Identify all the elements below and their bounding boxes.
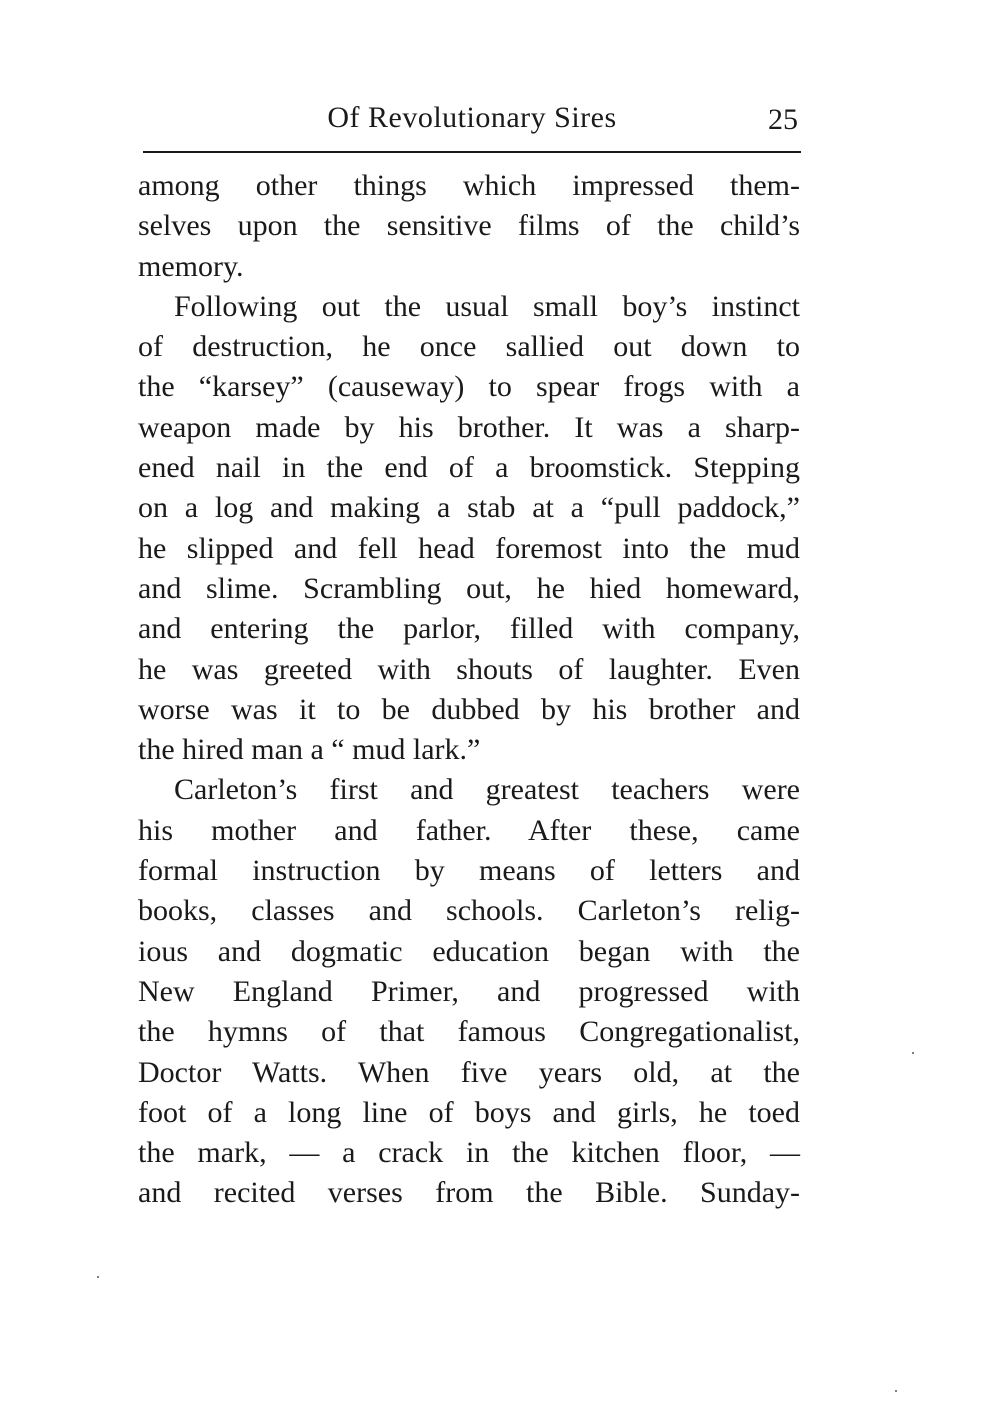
scan-speck bbox=[912, 1052, 914, 1054]
text-line: his mother and father. After these, came bbox=[138, 813, 800, 847]
paragraph bbox=[138, 166, 800, 287]
text-line: of destruction, he once sallied out down to bbox=[138, 330, 800, 364]
text-line: the mark, — a crack in the kitchen floor, — bbox=[138, 1136, 800, 1170]
scan-speck bbox=[97, 1276, 99, 1278]
paragraph bbox=[138, 770, 800, 1213]
body-text bbox=[138, 166, 800, 1214]
text-line: books, classes and schools. Carleton’s relig- bbox=[138, 894, 800, 928]
text-line: and entering the parlor, filled with company, bbox=[138, 612, 800, 646]
paragraph bbox=[138, 287, 800, 771]
running-head bbox=[140, 98, 804, 138]
header-rule bbox=[143, 151, 801, 153]
text-line: formal instruction by means of letters and bbox=[138, 854, 800, 888]
text-line: among other things which impressed them- bbox=[138, 169, 800, 202]
text-line: he was greeted with shouts of laughter. Even bbox=[138, 652, 800, 686]
text-line: selves upon the sensitive films of the child’s bbox=[138, 209, 800, 243]
page-number: 25 bbox=[768, 103, 798, 136]
text-line: and recited verses from the Bible. Sunday- bbox=[138, 1176, 800, 1210]
text-line: the “karsey” (causeway) to spear frogs with a bbox=[138, 370, 800, 404]
scan-speck bbox=[895, 1390, 897, 1392]
text-line: ened nail in the end of a broomstick. Stepping bbox=[138, 451, 800, 485]
text-line: ious and dogmatic education began with the bbox=[138, 934, 800, 968]
text-line: the hired man a “ mud lark.” bbox=[138, 733, 481, 767]
text-line: Carleton’s first and greatest teachers were bbox=[174, 773, 800, 807]
text-line: Doctor Watts. When five years old, at the bbox=[138, 1055, 800, 1089]
text-line: weapon made by his brother. It was a sharp- bbox=[138, 410, 800, 444]
text-line: memory. bbox=[138, 249, 244, 283]
text-line: he slipped and fell head foremost into the mud bbox=[138, 531, 800, 565]
text-line: Following out the usual small boy’s instinct bbox=[174, 289, 800, 323]
text-line: foot of a long line of boys and girls, he toed bbox=[138, 1095, 800, 1129]
text-line: worse was it to be dubbed by his brother and bbox=[138, 692, 800, 726]
text-line: and slime. Scrambling out, he hied homeward, bbox=[138, 571, 800, 605]
text-line: New England Primer, and progressed with bbox=[138, 974, 800, 1008]
text-line: on a log and making a stab at a “pull paddock,” bbox=[138, 491, 800, 525]
running-title: Of Revolutionary Sires bbox=[327, 101, 617, 134]
text-line: the hymns of that famous Congregationalist, bbox=[138, 1015, 800, 1049]
